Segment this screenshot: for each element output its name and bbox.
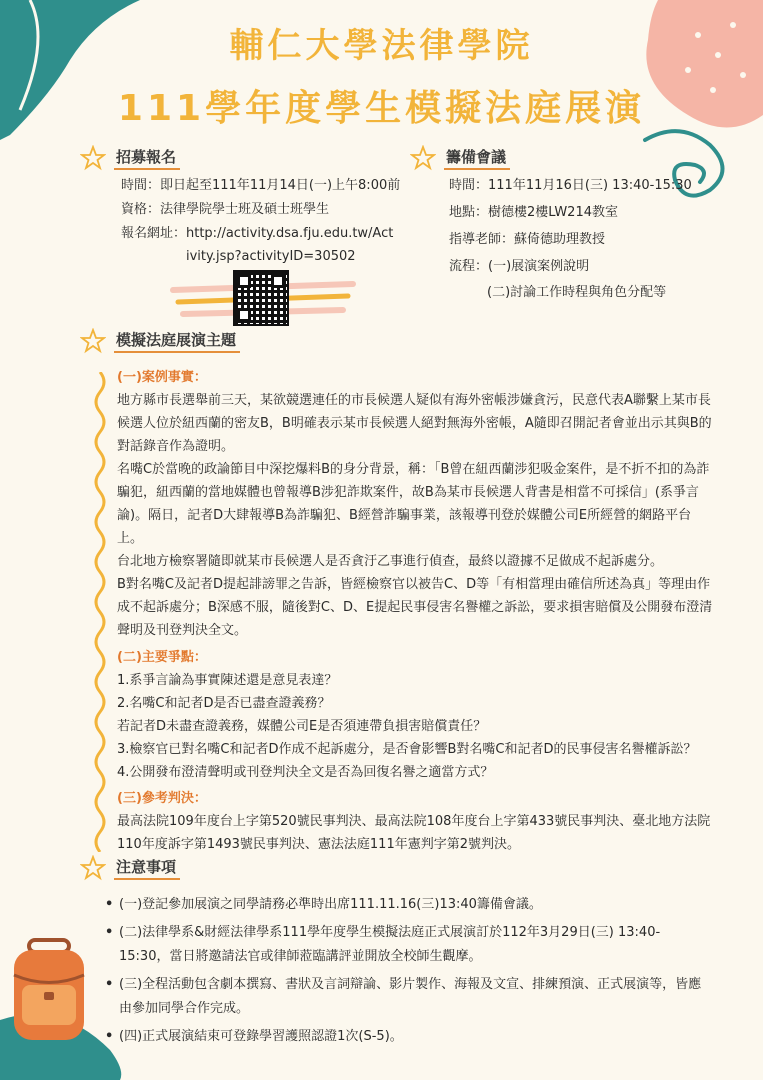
prep-advisor: 指導老師：蘇倚德助理教授 [449, 232, 606, 247]
facts-paragraph-4: B對名嘴C及記者D提起誹謗罪之告訴，皆經檢察官以被告C、D等「有相當理由確信所述為真」等理由作成不起訴處分；B深感不服，隨後對C、D、E提起民事侵害名譽權之訴訟，要求損害賠償及公開發布澄清聲明及刊登判決全文。 [117, 577, 713, 638]
recruit-qualification: 資格：法律學院學士班及碩士班學生 [121, 202, 330, 217]
star-icon [410, 145, 436, 171]
ref-title: (三)參考判決： [117, 791, 207, 806]
facts-paragraph-3: 台北地方檢察署隨即就某市長候選人是否貪汙乙事進行偵查，最終以證據不足做成不起訴處分。 [117, 554, 664, 569]
list-item: • (二)法律學系&財經法律學系111學年度學生模擬法庭正式展演訂於112年3月29日(三) 13:40-15:30，當日將邀請法官或律師蒞臨講評並開放全校師生觀摩。 [105, 925, 661, 964]
notes-heading: 注意事項 [114, 856, 180, 880]
issue-item: 1.系爭言論為事實陳述還是意見表達？ [117, 673, 338, 688]
wavy-line-decoration [92, 372, 108, 852]
recruit-heading: 招募報名 [114, 146, 180, 170]
facts-title: (一)案例事實： [117, 370, 207, 385]
theme-section-header [80, 328, 240, 354]
issue-item: 4.公開發布澄清聲明或刊登判決全文是否為回復名譽之適當方式？ [117, 765, 494, 780]
main-issues [117, 646, 717, 784]
backpack-icon [4, 930, 94, 1045]
prep-flow2: (二)討論工作時程與角色分配等 [487, 285, 667, 300]
recruit-section-header [80, 145, 180, 171]
list-item: • (四)正式展演結束可登錄學習護照認證1次(S-5)。 [105, 1029, 403, 1044]
recruit-url-line1[interactable]: 報名網址：http://activity.dsa.fju.edu.tw/Act [121, 226, 394, 241]
facts-paragraph-1: 地方縣市長選舉前三天，某欲競選連任的市長候選人疑似有海外密帳涉嫌貪污，民意代表A聯繫上某市長候選人位於紐西蘭的密友B，B明確表示某市長候選人絕對無海外密帳，A隨即召開記者會並出示其與B的對話錄音作為證明。 [117, 393, 712, 454]
reference-judgments [117, 787, 717, 856]
page-title-line1: 輔仁大學法律學院 [229, 26, 534, 66]
case-facts [117, 366, 717, 642]
prep-flow1: 流程：(一)展演案例說明 [449, 259, 590, 274]
star-icon [80, 145, 106, 171]
list-item: • (一)登記參加展演之同學請務必準時出席111.11.16(三)13:40籌備會議。 [105, 897, 542, 912]
issue-item: 若記者D未盡查證義務，媒體公司E是否須連帶負損害賠償責任？ [117, 719, 487, 734]
prep-place: 地點：樹德樓2樓LW214教室 [449, 205, 618, 220]
issue-item: 3.檢察官已對名嘴C和記者D作成不起訴處分，是否會影響B對名嘴C和記者D的民事侵害名譽權訴訟？ [117, 742, 697, 757]
notes-list [105, 893, 705, 1053]
qr-code-icon[interactable] [233, 270, 289, 326]
theme-heading: 模擬法庭展演主題 [114, 329, 240, 353]
notes-section-header [80, 855, 180, 881]
prep-heading: 籌備會議 [444, 146, 510, 170]
spiral-decoration [640, 120, 740, 210]
prep-time: 時間：111年11月16日(三) 13:40-15:30 [449, 178, 692, 193]
recruit-time: 時間：即日起至111年11月14日(一)上午8:00前 [121, 178, 401, 193]
star-icon [80, 328, 106, 354]
prep-section-header [410, 145, 510, 171]
star-icon [80, 855, 106, 881]
page-title-line2: 111學年度學生模擬法庭展演 [117, 88, 646, 129]
facts-paragraph-2: 名嘴C於當晚的政論節目中深挖爆料B的身分背景，稱：「B曾在紐西蘭涉犯吸金案件，是不折不扣的為詐騙犯，紐西蘭的當地媒體也曾報導B涉犯詐欺案件，故B為某市長候選人背書是相當不可採信」(系爭言論)。隔日，記者D大肆報導B為詐騙犯、B經營詐騙事業，該報導刊登於媒體公司E所經營的網路平台上。 [117, 462, 710, 546]
ref-text: 最高法院109年度台上字第520號民事判決、最高法院108年度台上字第433號民事判決、臺北地方法院110年度訴字第1493號民事判決、憲法法庭111年憲判字第2號判決。 [117, 814, 711, 852]
list-item: • (三)全程活動包含劇本撰寫、書狀及言詞辯論、影片製作、海報及文宣、排練預演、正式展演等，皆應由參加同學合作完成。 [105, 977, 702, 1016]
issues-title: (二)主要爭點： [117, 650, 207, 665]
recruit-url-line2[interactable]: ivity.jsp?activityID=30502 [186, 249, 356, 264]
issue-item: 2.名嘴C和記者D是否已盡查證義務？ [117, 696, 331, 711]
